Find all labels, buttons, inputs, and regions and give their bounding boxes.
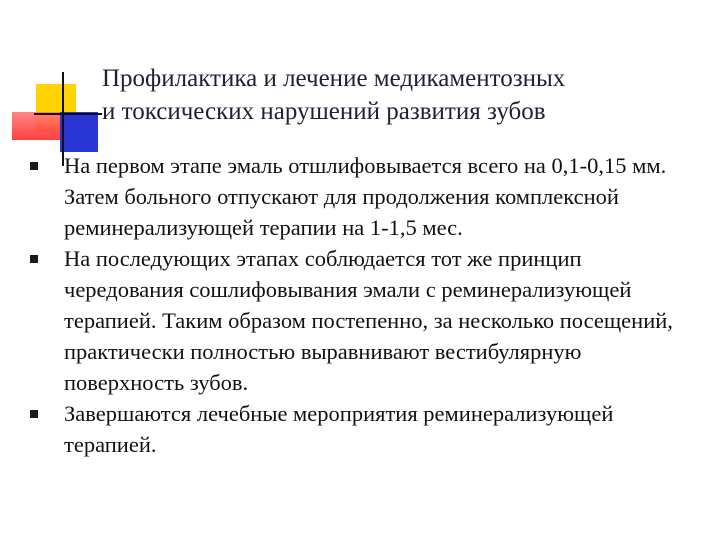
bullet-item: [30, 398, 690, 460]
bullet-item: [30, 243, 690, 398]
slide-title-line: и токсических нарушений развития зубов: [102, 98, 546, 125]
slide-title-line: Профилактика и лечение медикаментозных: [102, 65, 566, 92]
bullet-text: На первом этапе эмаль отшлифовывается всего на 0,1-0,15 мм. Затем больного отпускают для продолжения комплексной реминерализующей терапии на 1-1,5 мес.: [64, 153, 667, 240]
square-bullet-icon: [30, 162, 38, 170]
blue-square-icon: [60, 112, 98, 152]
red-bar-icon: [12, 112, 60, 140]
horizontal-line-icon: [34, 113, 102, 115]
square-bullet-icon: [30, 410, 38, 418]
bullet-text: Завершаются лечебные мероприятия реминерализующей терапией.: [64, 401, 614, 457]
slide-title: [96, 62, 708, 128]
bullet-list: [30, 150, 690, 460]
bullet-text: На последующих этапах соблюдается тот же принцип чередования сошлифовывания эмали с реминерализующей терапией. Таким образом постепенно, за несколько посещений, практически полностью выравнивают вестибулярную поверхность зубов.: [64, 246, 673, 395]
bullet-item: [30, 150, 690, 243]
square-bullet-icon: [30, 255, 38, 263]
